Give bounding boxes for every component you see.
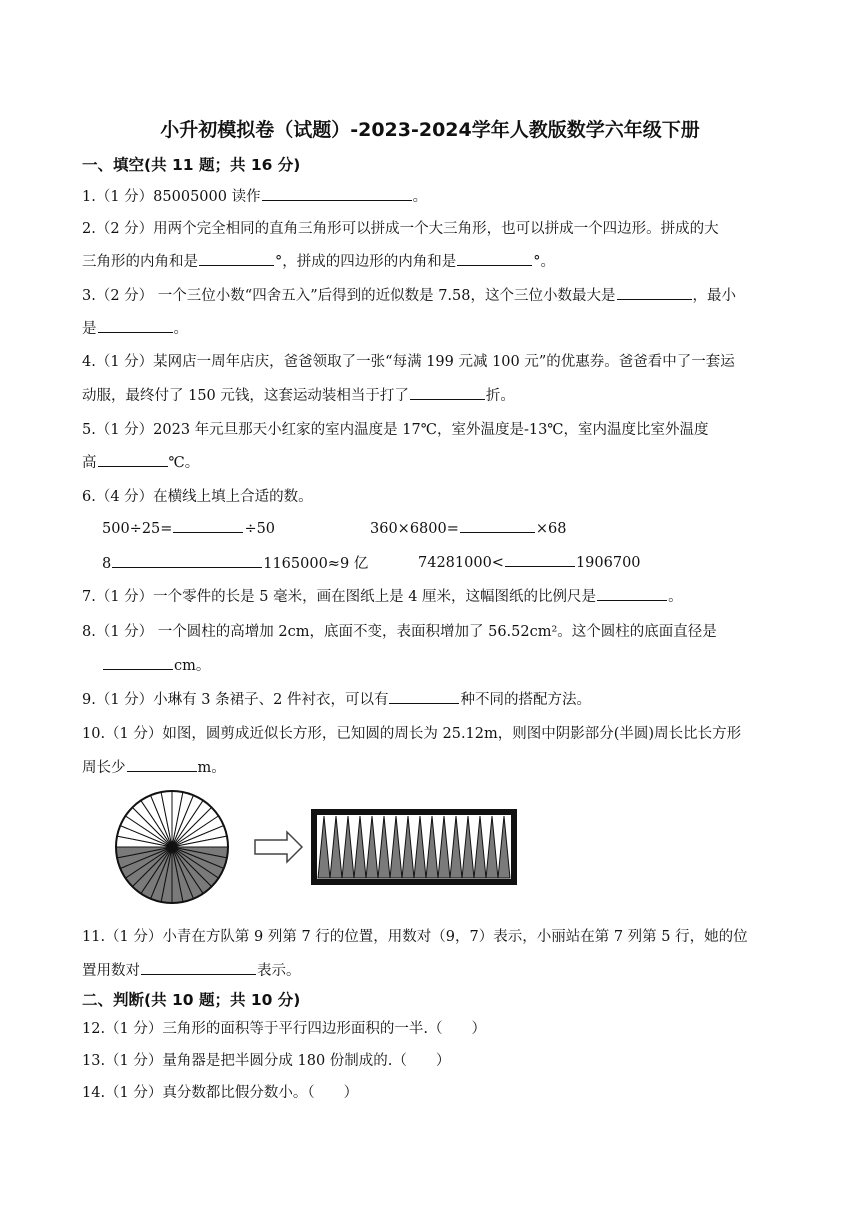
answer-blank[interactable] [173,518,243,533]
question-11-line-2: 置用数对 表示。 [82,959,301,980]
circle-to-rectangle-figure [112,790,712,905]
question-9: 9.（1 分）小琳有 3 条裙子、2 件衬衣，可以有 种不同的搭配方法。 [82,688,591,709]
question-14: 14.（1 分）真分数都比假分数小。（ ） [82,1085,359,1101]
answer-blank[interactable] [457,251,532,266]
answer-blank[interactable] [460,518,535,533]
question-4-line-1: 4.（1 分）某网店一周年店庆，爸爸领取了一张“每满 199 元减 100 元”的优惠券。爸爸看中了一套运 [82,354,735,370]
question-11-line-1: 11.（1 分）小青在方队第 9 列第 7 行的位置，用数对（9，7）表示，小丽站在第 7 列第 5 行，她的位 [82,929,748,945]
question-6-item-c: 8 1165000≈9 亿 [102,552,368,573]
answer-blank[interactable] [199,251,274,266]
answer-blank[interactable] [103,655,173,670]
question-12: 12.（1 分）三角形的面积等于平行四边形面积的一半.（ ） [82,1021,487,1037]
question-10-line-2: 周长少 m。 [82,756,226,777]
question-3-line-2: 是 。 [82,317,188,338]
question-7: 7.（1 分）一个零件的长是 5 毫米，画在图纸上是 4 厘米，这幅图纸的比例尺是 。 [82,585,683,606]
answer-blank[interactable] [98,452,168,467]
answer-blank[interactable] [410,385,485,400]
question-5-line-2: 高 ℃。 [82,451,199,472]
question-5-line-1: 5.（1 分）2023 年元旦那天小红家的室内温度是 17℃，室外温度是-13℃，室内温度比室外温度 [82,422,709,438]
question-6-item-b: 360×6800= ×68 [370,518,567,537]
answer-blank[interactable] [617,285,692,300]
question-8-line-1: 8.（1 分） 一个圆柱的高增加 2cm，底面不变，表面积增加了 56.52cm²。这个圆柱的底面直径是 [82,624,717,640]
question-4-line-2: 动服，最终付了 150 元钱，这套运动装相当于打了 折。 [82,384,515,405]
section-heading-true-false: 二、判断(共 10 题；共 10 分) [82,991,301,1009]
answer-blank[interactable] [141,960,256,975]
question-13: 13.（1 分）量角器是把半圆分成 180 份制成的.（ ） [82,1053,451,1069]
answer-blank[interactable] [262,186,412,201]
question-1: 1.（1 分）85005000 读作 。 [82,185,427,206]
question-6-line-1: 6.（4 分）在横线上填上合适的数。 [82,489,313,505]
page-title: 小升初模拟卷（试题）-2023-2024学年人教版数学六年级下册 [160,119,700,141]
question-6-item-a: 500÷25= ÷50 [102,518,275,537]
answer-blank[interactable] [112,553,262,568]
answer-blank[interactable] [127,757,197,772]
sector-circle [116,791,228,903]
question-8-line-2: cm。 [102,654,210,675]
question-6-item-d: 74281000< 1906700 [418,552,641,571]
question-10-line-1: 10.（1 分）如图，圆剪成近似长方形，已知圆的周长为 25.12m，则图中阴影部分(半圆)周长比长方形 [82,726,742,742]
arrow-icon [255,832,302,862]
question-2-line-1: 2.（2 分）用两个完全相同的直角三角形可以拼成一个大三角形，也可以拼成一个四边形。拼成的大 [82,221,719,237]
answer-blank[interactable] [98,318,173,333]
answer-blank[interactable] [597,586,667,601]
answer-blank[interactable] [505,552,575,567]
section-heading-fill-in: 一、填空(共 11 题；共 16 分) [82,156,301,174]
question-3-line-1: 3.（2 分） 一个三位小数“四舍五入”后得到的近似数是 7.58，这个三位小数最大是 ，最小 [82,284,736,305]
answer-blank[interactable] [389,689,459,704]
approximate-rectangle [314,812,514,882]
question-2-line-2: 三角形的内角和是 °，拼成的四边形的内角和是 °。 [82,250,555,271]
